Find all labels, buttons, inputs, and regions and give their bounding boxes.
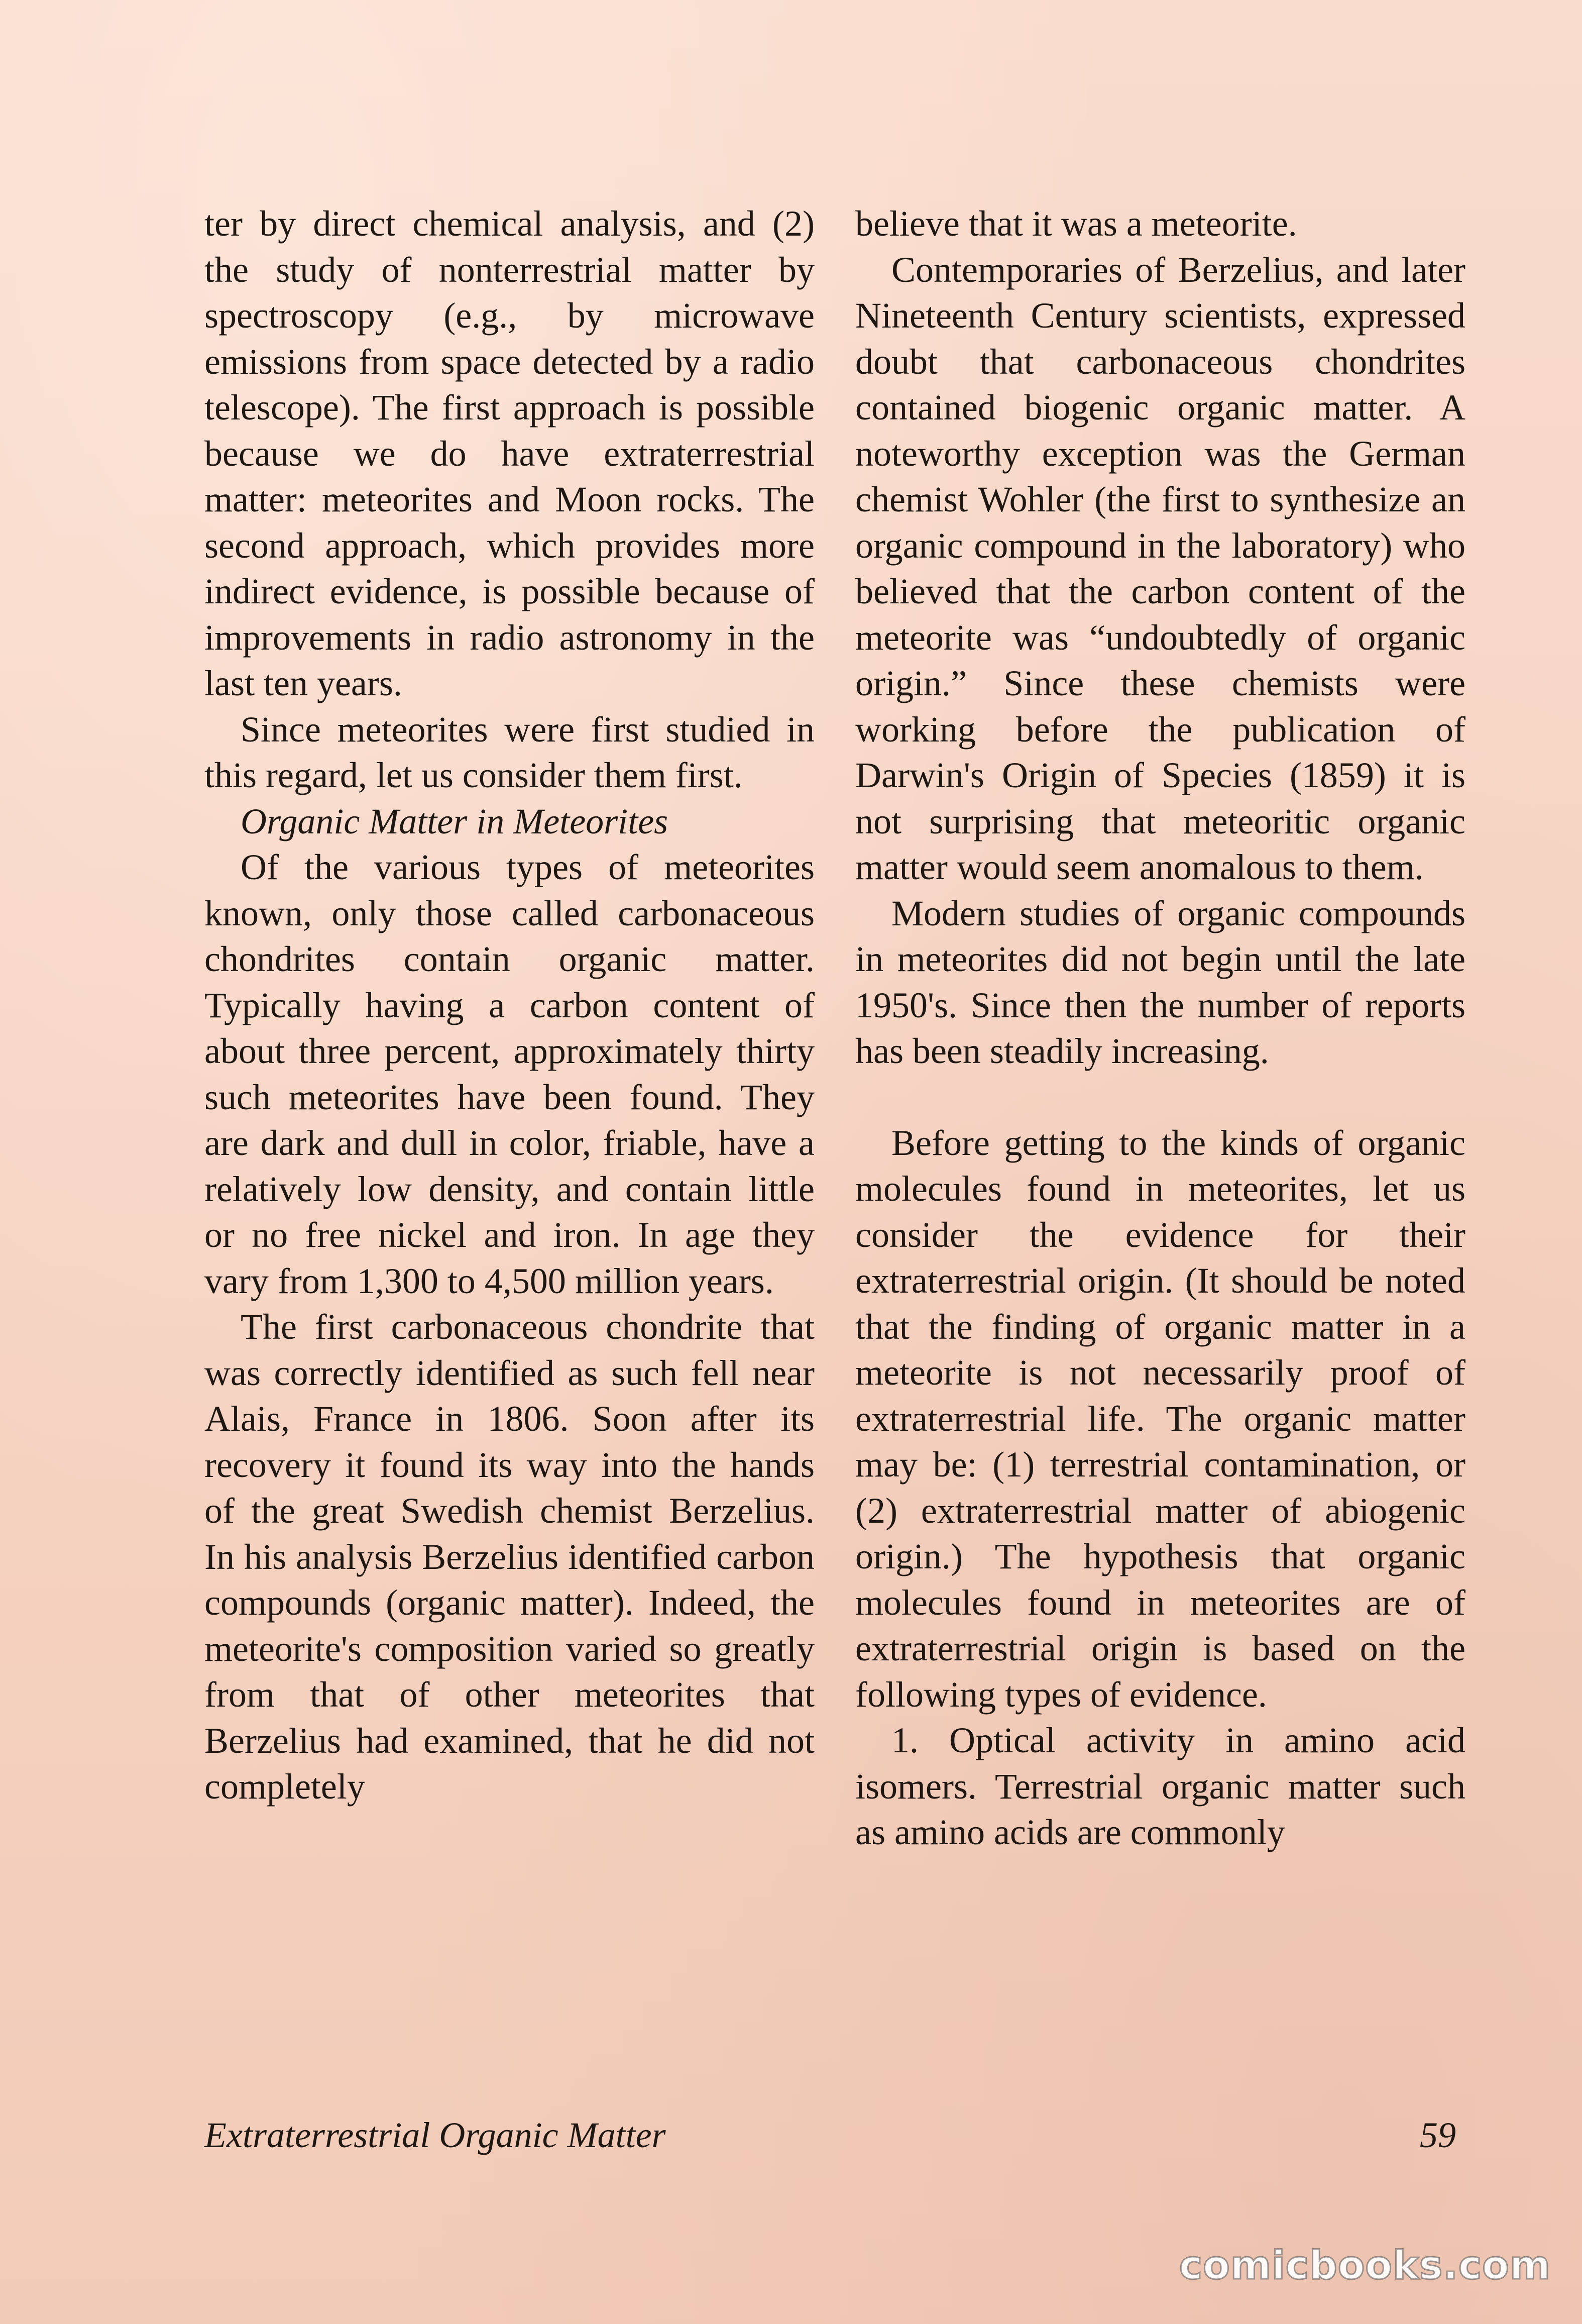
paragraph: Modern studies of organic compounds in meteorites did not begin until the late 1950's. Since then the number of reports has been steadily increasing. (855, 893, 1465, 1071)
right-column (855, 201, 1465, 1856)
paragraph: 1. Optical activity in amino acid isomers. Terrestrial organic matter such as amino acids are commonly (855, 1720, 1465, 1852)
paragraph: The first carbonaceous chondrite that was correctly identified as such fell near Alais, France in 1806. Soon after its recovery it found its way into the hands of the great Swedish chemist Berzelius. In his analysis Berzelius identified carbon compounds (organic matter). Indeed, the meteorite's composition varied so greatly from that of other meteorites that Berzelius had examined, that he did not completely (204, 1307, 815, 1807)
paragraph: Of the various types of meteorites known, only those called carbonaceous chondrites contain organic matter. Typically having a carbon content of about three percent, approximately thirty such meteorites have been found. They are dark and dull in color, friable, have a relatively low density, and contain little or no free nickel and iron. In age they vary from 1,300 to 4,500 million years. (204, 847, 815, 1301)
paragraph: believe that it was a meteorite. (855, 203, 1297, 244)
paragraph: Since meteorites were first studied in this regard, let us consider them first. (204, 709, 815, 795)
section-subheading: Organic Matter in Meteorites (241, 801, 668, 841)
left-column (204, 201, 815, 1810)
paragraph: Contemporaries of Berzelius, and later Nineteenth Century scientists, expressed doubt that carbonaceous chondrites contained biogenic organic matter. A noteworthy exception was the German chemist Wohler (the first to synthesize an organic compound in the laboratory) who believed that the carbon content of the meteorite was “undoubtedly of organic origin.” Since these chemists were working before the publication of Darwin's Origin of Species (1859) it is not surprising that meteoritic organic matter would seem anomalous to them. (855, 249, 1465, 887)
watermark-logo: comicbooks.com (1179, 2243, 1551, 2288)
page-number: 59 (1420, 2115, 1456, 2155)
running-footer-title: Extraterrestrial Organic Matter (204, 2115, 666, 2155)
paragraph: Before getting to the kinds of organic molecules found in meteorites, let us consider the evidence for their extraterrestrial origin. (It should be noted that the finding of organic matter in a meteorite is not necessarily proof of extraterrestrial life. The organic matter may be: (1) terrestrial contamination, or (2) extraterrestrial matter of abiogenic origin.) The hypothesis that organic molecules found in meteorites are of extraterrestrial origin is based on the following types of evidence. (855, 1122, 1465, 1715)
paragraph: ter by direct chemical analysis, and (2) the study of nonterrestrial matter by spectroscopy (e.g., by microwave emissions from space detected by a radio telescope). The first approach is possible because we do have extraterrestrial matter: meteorites and Moon rocks. The second approach, which provides more indirect evidence, is possible because of improvements in radio astronomy in the last ten years. (204, 203, 815, 703)
